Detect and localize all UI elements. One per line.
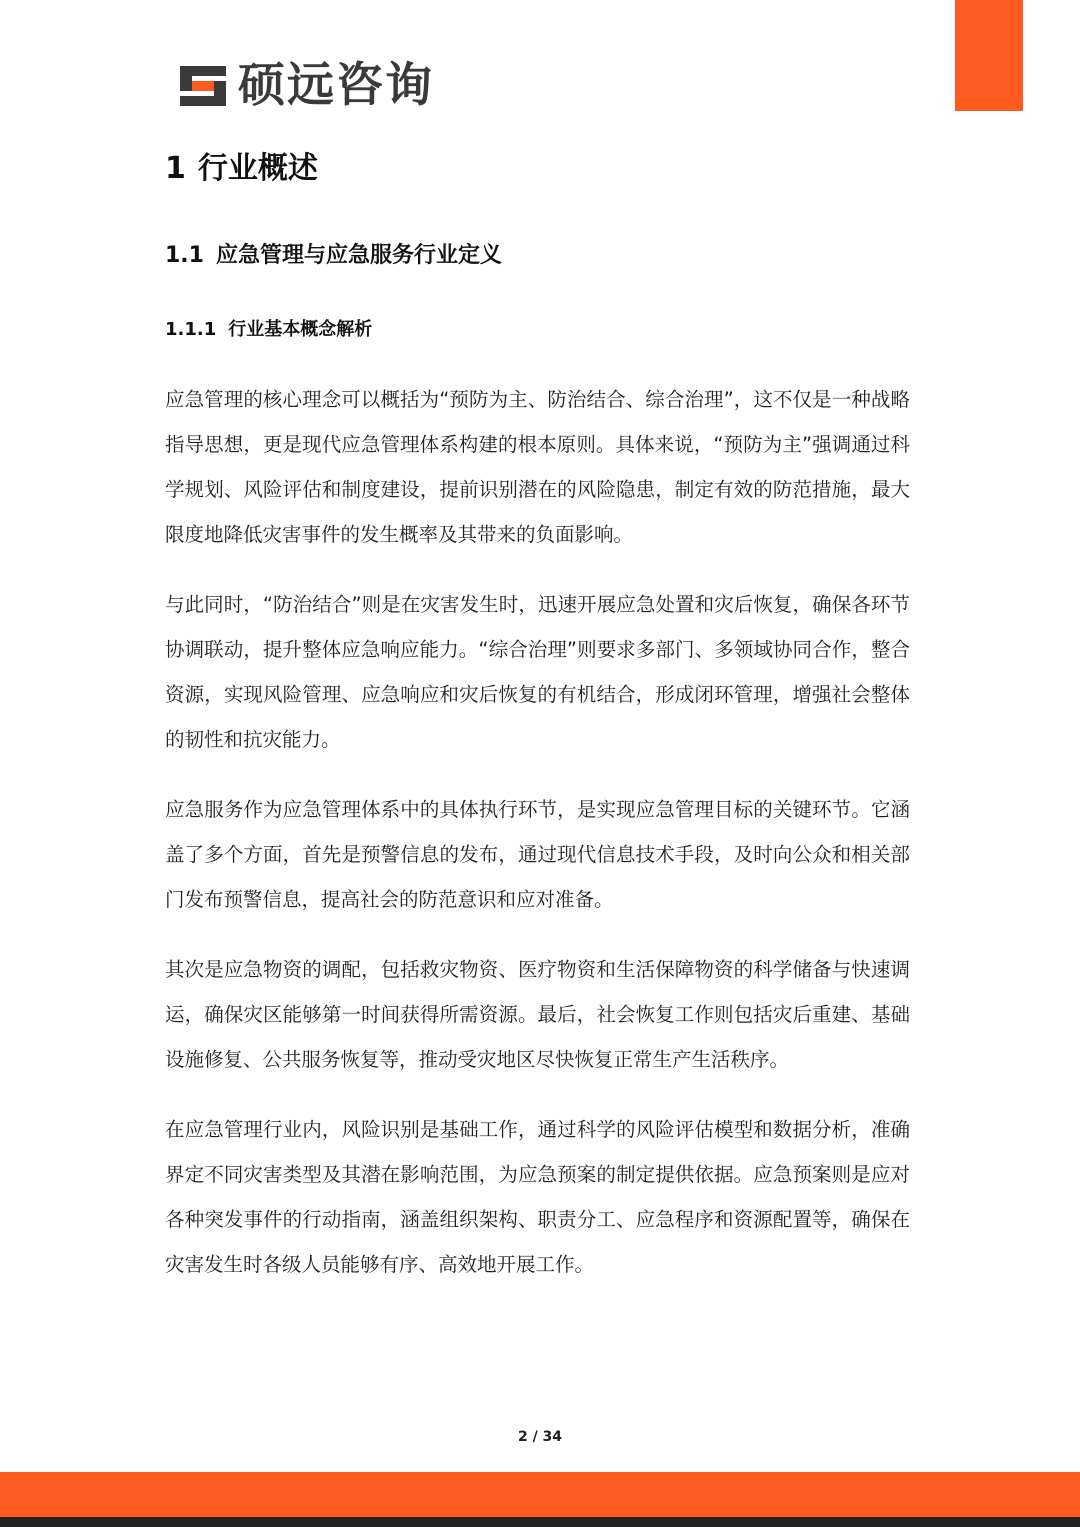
subsection-number: 1.1.1 xyxy=(165,319,217,340)
s-block-logo-icon xyxy=(178,64,228,108)
section-number: 1.1 xyxy=(165,243,204,268)
paragraph: 其次是应急物资的调配，包括救灾物资、医疗物资和生活保障物资的科学储备与快速调运，确保灾区能够第一时间获得所需资源。最后，社会恢复工作则包括灾后重建、基础设施修复、公共服务恢复等，推动受灾地区尽快恢复正常生产生活秩序。 xyxy=(165,958,910,1071)
subsection-title: 行业基本概念解析 xyxy=(228,319,373,340)
paragraph: 与此同时，“防治结合”则是在灾害发生时，迅速开展应急处置和灾后恢复，确保各环节协调联动，提升整体应急响应能力。“综合治理”则要求多部门、多领域协同合作，整合资源，实现风险管理、应急响应和灾后恢复的有机结合，形成闭环管理，增强社会整体的韧性和抗灾能力。 xyxy=(165,593,910,751)
paragraph: 在应急管理行业内，风险识别是基础工作，通过科学的风险评估模型和数据分析，准确界定不同灾害类型及其潜在影响范围，为应急预案的制定提供依据。应急预案则是应对各种突发事件的行动指南，涵盖组织架构、职责分工、应急程序和资源配置等，确保在灾害发生时各级人员能够有序、高效地开展工作。 xyxy=(165,1118,910,1276)
paragraph: 应急管理的核心理念可以概括为“预防为主、防治结合、综合治理”，这不仅是一种战略指导思想，更是现代应急管理体系构建的根本原则。具体来说，“预防为主”强调通过科学规划、风险评估和制度建设，提前识别潜在的风险隐患，制定有效的防范措施，最大限度地降低灾害事件的发生概率及其带来的负面影响。 xyxy=(165,388,910,546)
footer-accent-bar xyxy=(0,1472,1080,1517)
paragraph: 应急服务作为应急管理体系中的具体执行环节，是实现应急管理目标的关键环节。它涵盖了多个方面，首先是预警信息的发布，通过现代信息技术手段，及时向公众和相关部门发布预警信息，提高社会的防范意识和应对准备。 xyxy=(165,798,910,911)
footer-dark-line xyxy=(0,1517,1080,1527)
chapter-title: 行业概述 xyxy=(197,151,318,186)
corner-accent-tab xyxy=(955,0,1023,111)
chapter-heading xyxy=(165,146,318,192)
body-text xyxy=(165,377,910,1312)
brand-logo xyxy=(178,60,434,112)
subsection-heading xyxy=(165,313,372,347)
page-number: 2 / 34 xyxy=(517,1429,563,1445)
section-title: 应急管理与应急服务行业定义 xyxy=(215,243,502,268)
brand-name: 硕远咨询 xyxy=(238,58,434,113)
chapter-number: 1 xyxy=(165,151,186,186)
section-heading xyxy=(165,237,502,275)
